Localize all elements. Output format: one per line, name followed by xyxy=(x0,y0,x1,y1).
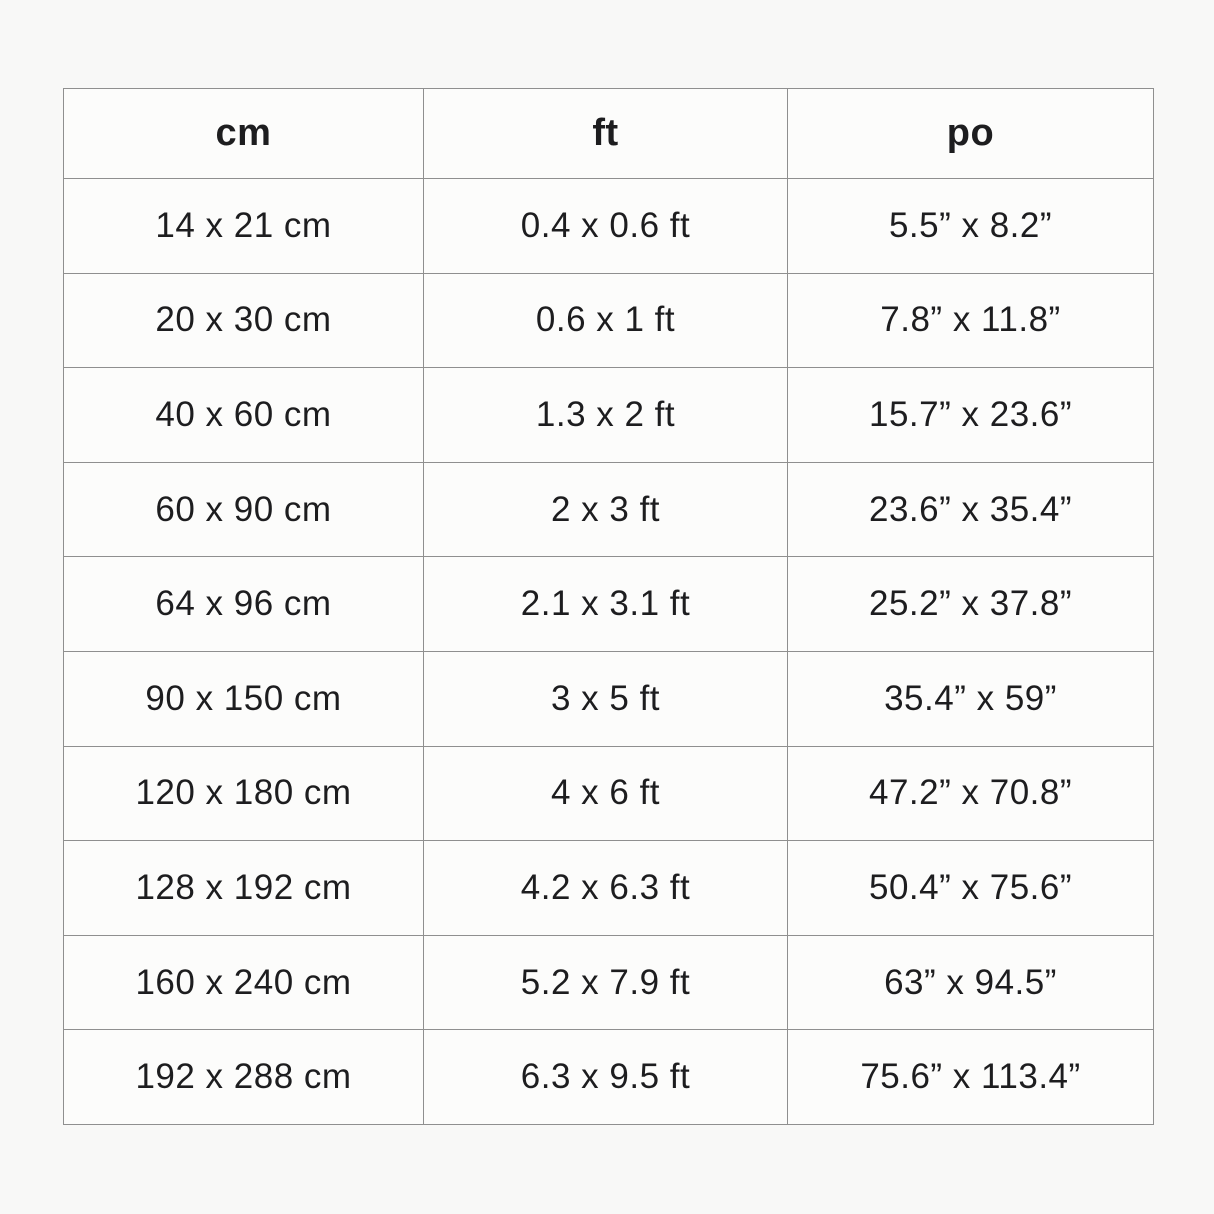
table-row xyxy=(64,179,1154,274)
table-row xyxy=(64,462,1154,557)
column-header-cm: cm xyxy=(64,89,424,179)
cell-po: 47.2” x 70.8” xyxy=(788,746,1154,841)
cell-cm: 14 x 21 cm xyxy=(64,179,424,274)
cell-po: 23.6” x 35.4” xyxy=(788,462,1154,557)
column-header-ft: ft xyxy=(424,89,788,179)
cell-cm: 90 x 150 cm xyxy=(64,651,424,746)
cell-ft: 6.3 x 9.5 ft xyxy=(424,1030,788,1125)
table-row xyxy=(64,557,1154,652)
cell-cm: 60 x 90 cm xyxy=(64,462,424,557)
cell-po: 15.7” x 23.6” xyxy=(788,368,1154,463)
cell-ft: 2 x 3 ft xyxy=(424,462,788,557)
column-header-po: po xyxy=(788,89,1154,179)
table-row xyxy=(64,1030,1154,1125)
size-conversion-table xyxy=(63,88,1154,1125)
cell-cm: 192 x 288 cm xyxy=(64,1030,424,1125)
cell-po: 50.4” x 75.6” xyxy=(788,841,1154,936)
cell-po: 7.8” x 11.8” xyxy=(788,273,1154,368)
cell-po: 63” x 94.5” xyxy=(788,935,1154,1030)
cell-po: 75.6” x 113.4” xyxy=(788,1030,1154,1125)
cell-ft: 3 x 5 ft xyxy=(424,651,788,746)
table-row xyxy=(64,746,1154,841)
cell-cm: 40 x 60 cm xyxy=(64,368,424,463)
table-row xyxy=(64,368,1154,463)
table-header-row xyxy=(64,89,1154,179)
cell-ft: 4 x 6 ft xyxy=(424,746,788,841)
cell-cm: 20 x 30 cm xyxy=(64,273,424,368)
table-row xyxy=(64,841,1154,936)
cell-cm: 128 x 192 cm xyxy=(64,841,424,936)
cell-cm: 120 x 180 cm xyxy=(64,746,424,841)
cell-cm: 160 x 240 cm xyxy=(64,935,424,1030)
cell-po: 25.2” x 37.8” xyxy=(788,557,1154,652)
table-row xyxy=(64,651,1154,746)
cell-ft: 2.1 x 3.1 ft xyxy=(424,557,788,652)
cell-po: 35.4” x 59” xyxy=(788,651,1154,746)
cell-po: 5.5” x 8.2” xyxy=(788,179,1154,274)
cell-ft: 1.3 x 2 ft xyxy=(424,368,788,463)
cell-ft: 0.6 x 1 ft xyxy=(424,273,788,368)
table-row xyxy=(64,935,1154,1030)
cell-cm: 64 x 96 cm xyxy=(64,557,424,652)
cell-ft: 5.2 x 7.9 ft xyxy=(424,935,788,1030)
cell-ft: 4.2 x 6.3 ft xyxy=(424,841,788,936)
table-header xyxy=(64,89,1154,179)
cell-ft: 0.4 x 0.6 ft xyxy=(424,179,788,274)
table-body xyxy=(64,179,1154,1125)
table-row xyxy=(64,273,1154,368)
